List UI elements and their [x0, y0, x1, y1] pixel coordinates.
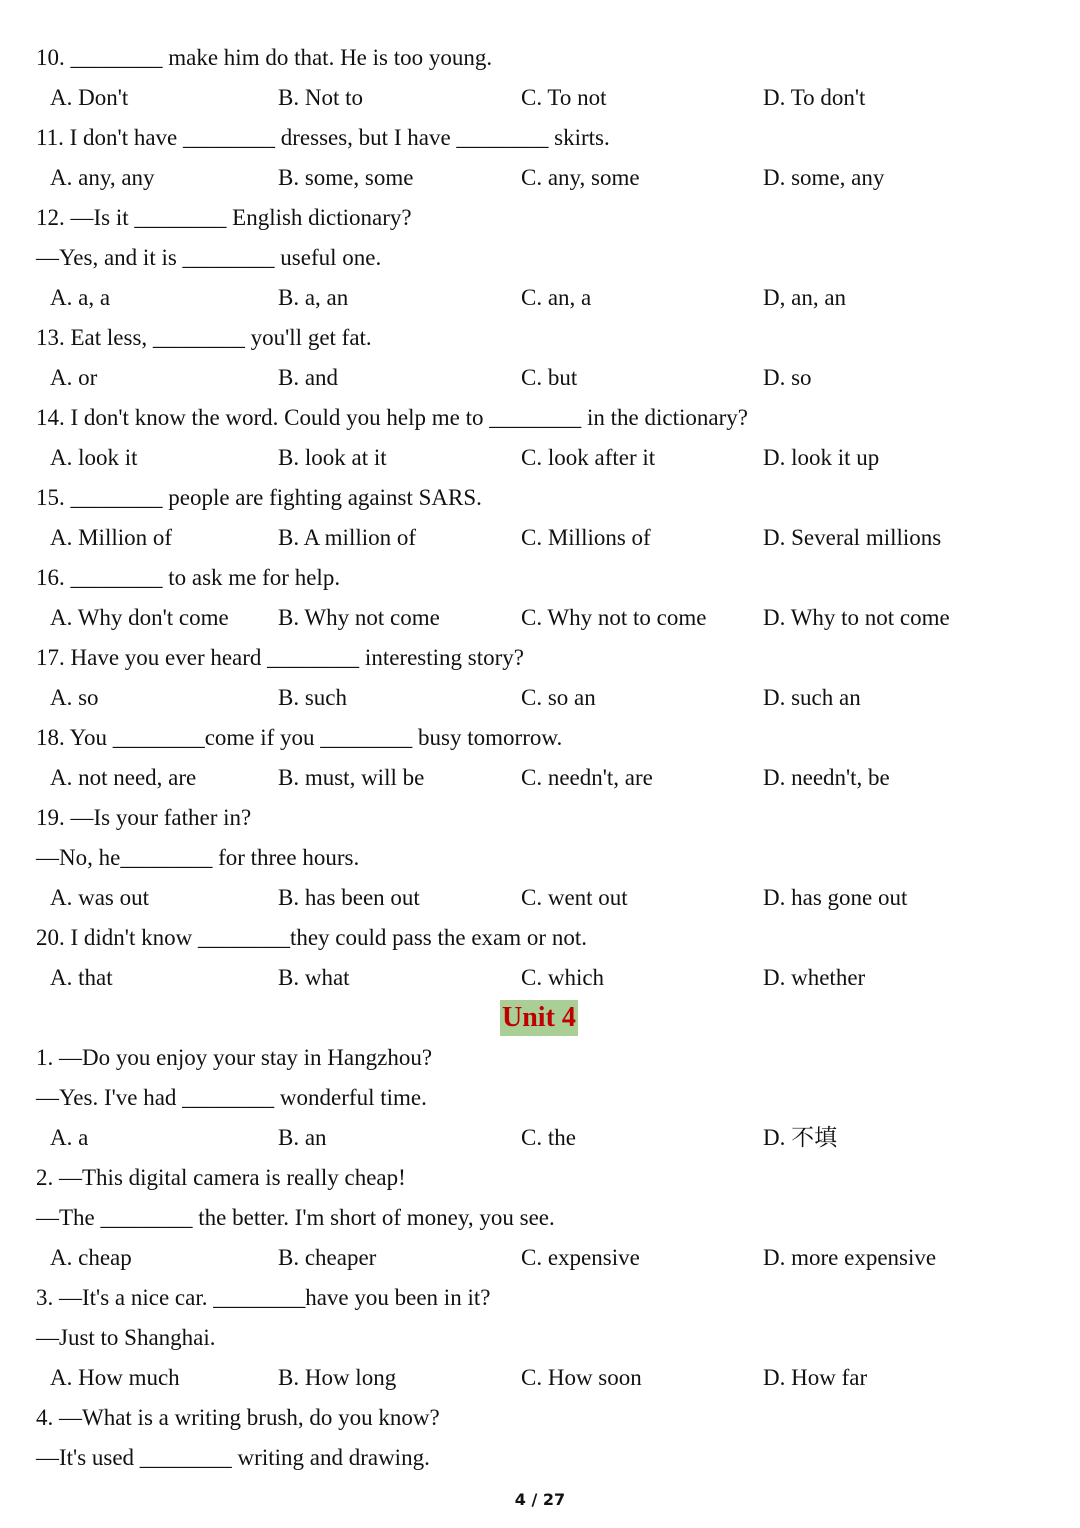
options-row [0, 1358, 1080, 1398]
question-line: 2. —This digital camera is really cheap! [36, 1165, 406, 1190]
option-b: B. has been out [278, 885, 420, 910]
option-a: A. that [50, 965, 113, 990]
question-line: 4. —What is a writing brush, do you know? [36, 1405, 440, 1430]
option-c: C. an, a [521, 285, 592, 310]
question-line: —Yes, and it is ________ useful one. [36, 245, 382, 270]
option-c: C. How soon [521, 1365, 642, 1390]
option-d: D. Several millions [763, 525, 942, 550]
options-row [0, 518, 1080, 558]
option-d: D. To don't [763, 85, 866, 110]
question-line: 17. Have you ever heard ________ interesting story? [36, 645, 524, 670]
option-a: A. look it [50, 445, 138, 470]
question-line: —It's used ________ writing and drawing. [36, 1445, 430, 1470]
option-b: B. must, will be [278, 765, 425, 790]
option-d: D. so [763, 365, 812, 390]
options-row [0, 598, 1080, 638]
option-b: B. and [278, 365, 339, 390]
question-line: 11. I don't have ________ dresses, but I have ________ skirts. [36, 125, 610, 150]
option-b: B. cheaper [278, 1245, 377, 1270]
option-a: A. Why don't come [50, 605, 229, 630]
question-line: 3. —It's a nice car. ________have you been in it? [36, 1285, 491, 1310]
option-d: D, an, an [763, 285, 847, 310]
option-a: A. Don't [50, 85, 129, 110]
question-line: 19. —Is your father in? [36, 805, 252, 830]
option-c: C. Why not to come [521, 605, 707, 630]
option-c: C. went out [521, 885, 628, 910]
options-row [0, 158, 1080, 198]
option-a: A. a, a [50, 285, 111, 310]
options-row [0, 278, 1080, 318]
option-c: C. look after it [521, 445, 656, 470]
question-line: —Yes. I've had ________ wonderful time. [36, 1085, 427, 1110]
option-c: C. To not [521, 85, 607, 110]
option-c: C. so an [521, 685, 596, 710]
options-row [0, 358, 1080, 398]
option-a: A. a [50, 1125, 89, 1150]
option-a: A. cheap [50, 1245, 132, 1270]
option-d: D. How far [763, 1365, 868, 1390]
options-row [0, 1118, 1080, 1158]
option-b: B. an [278, 1125, 327, 1150]
question-line: 1. —Do you enjoy your stay in Hangzhou? [36, 1045, 433, 1070]
question-line: —No, he________ for three hours. [36, 845, 360, 870]
question-line: 14. I don't know the word. Could you help me to ________ in the dictionary? [36, 405, 748, 430]
option-a: A. or [50, 365, 98, 390]
option-d: D. such an [763, 685, 861, 710]
options-row [0, 878, 1080, 918]
option-d: D. whether [763, 965, 866, 990]
option-a: A. any, any [50, 165, 155, 190]
unit-heading: Unit 4 [500, 1000, 578, 1036]
question-line: 15. ________ people are fighting against SARS. [36, 485, 482, 510]
option-d: D. Why to not come [763, 605, 950, 630]
option-c: C. but [521, 365, 578, 390]
option-d: D. more expensive [763, 1245, 937, 1270]
option-b: B. what [278, 965, 350, 990]
question-line: —The ________ the better. I'm short of money, you see. [36, 1205, 555, 1230]
option-d: D. has gone out [763, 885, 908, 910]
option-c: C. needn't, are [521, 765, 653, 790]
option-b: B. How long [278, 1365, 397, 1390]
question-line: 16. ________ to ask me for help. [36, 565, 341, 590]
question-line: —Just to Shanghai. [36, 1325, 216, 1350]
options-row [0, 958, 1080, 998]
option-c: C. which [521, 965, 605, 990]
option-b: B. look at it [278, 445, 387, 470]
options-row [0, 678, 1080, 718]
question-line: 18. You ________come if you ________ busy tomorrow. [36, 725, 563, 750]
option-b: B. a, an [278, 285, 349, 310]
options-row [0, 78, 1080, 118]
option-c: C. Millions of [521, 525, 651, 550]
option-a: A. How much [50, 1365, 180, 1390]
option-b: B. some, some [278, 165, 414, 190]
option-c: C. the [521, 1125, 576, 1150]
option-a: A. was out [50, 885, 150, 910]
option-b: B. Why not come [278, 605, 440, 630]
option-b: B. A million of [278, 525, 417, 550]
option-c: C. any, some [521, 165, 640, 190]
option-b: B. Not to [278, 85, 363, 110]
options-row [0, 1238, 1080, 1278]
question-line: 12. —Is it ________ English dictionary? [36, 205, 412, 230]
option-d: D. 不填 [763, 1125, 838, 1150]
option-a: A. Million of [50, 525, 173, 550]
option-d: D. look it up [763, 445, 880, 470]
option-c: C. expensive [521, 1245, 640, 1270]
page-number: 4 / 27 [514, 1490, 566, 1509]
question-line: 20. I didn't know ________they could pass the exam or not. [36, 925, 587, 950]
option-b: B. such [278, 685, 347, 710]
options-row [0, 438, 1080, 478]
question-line: 10. ________ make him do that. He is too young. [36, 45, 493, 70]
option-d: D. some, any [763, 165, 885, 190]
option-a: A. not need, are [50, 765, 197, 790]
question-line: 13. Eat less, ________ you'll get fat. [36, 325, 372, 350]
option-a: A. so [50, 685, 99, 710]
option-d: D. needn't, be [763, 765, 890, 790]
options-row [0, 758, 1080, 798]
